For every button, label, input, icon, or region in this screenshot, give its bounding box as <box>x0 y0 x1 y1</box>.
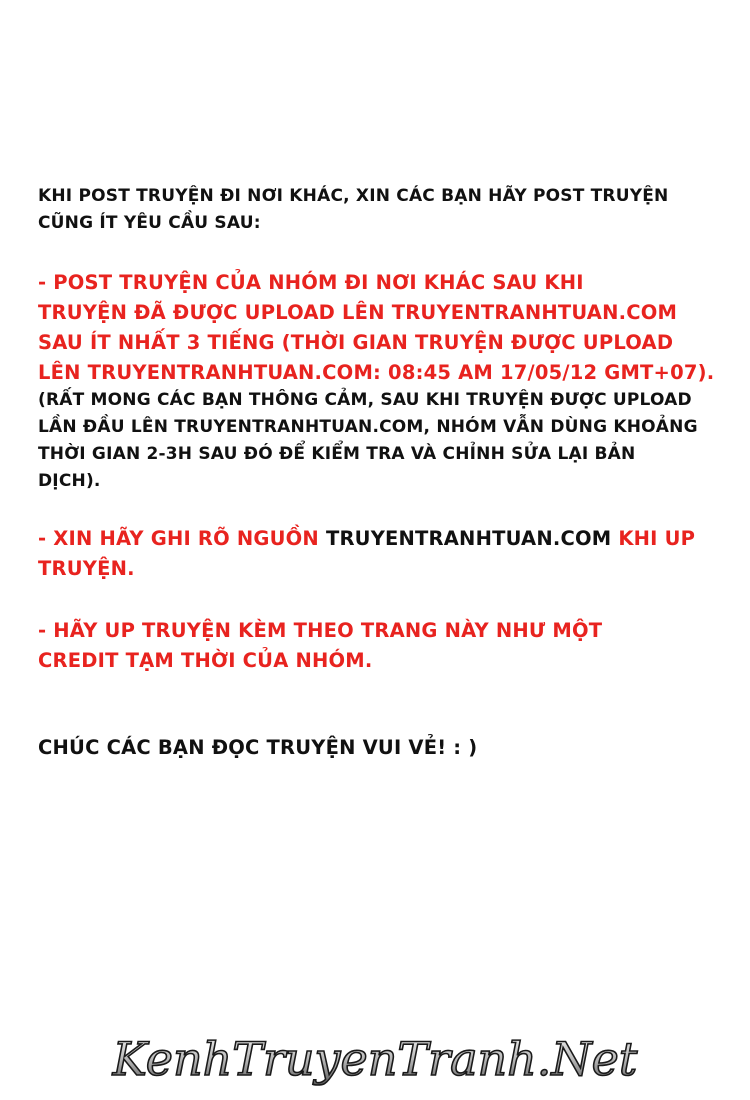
rule-1-paragraph <box>38 268 728 388</box>
intro-paragraph <box>38 183 728 237</box>
rule-1-line: - POST TRUYỆN CỦA NHÓM ĐI NƠI KHÁC SAU KHI <box>38 271 584 294</box>
rule-2-prefix: - XIN HÃY GHI RÕ NGUỒN <box>38 527 326 550</box>
rule-2-suffix: KHI UP <box>611 527 696 550</box>
rule-1-note <box>38 387 728 495</box>
closing-line: CHÚC CÁC BẠN ĐỌC TRUYỆN VUI VẺ! : ) <box>38 736 478 759</box>
rule-2-source: TRUYENTRANHTUAN.COM <box>325 527 612 550</box>
rule-1-note-line: (RẤT MONG CÁC BẠN THÔNG CẢM, SAU KHI TRUYỆN ĐƯỢC UPLOAD <box>38 390 692 410</box>
rule-3-line: - HÃY UP TRUYỆN KÈM THEO TRANG NÀY NHƯ MỘT <box>38 619 603 642</box>
rule-1-note-line: THỜI GIAN 2-3H SAU ĐÓ ĐỂ KIỂM TRA VÀ CHỈNH SỬA LẠI BẢN <box>38 444 636 464</box>
site-watermark <box>70 1025 680 1095</box>
rule-3-line: CREDIT TẠM THỜI CỦA NHÓM. <box>38 649 373 672</box>
rule-1-note-line: LẦN ĐẦU LÊN TRUYENTRANHTUAN.COM, NHÓM VẪN DÙNG KHOẢNG <box>38 417 698 437</box>
rule-1-line: SAU ÍT NHẤT 3 TIẾNG (THỜI GIAN TRUYỆN ĐƯỢC UPLOAD <box>38 331 674 354</box>
rule-2-paragraph <box>38 524 728 584</box>
intro-line: KHI POST TRUYỆN ĐI NƠI KHÁC, XIN CÁC BẠN HÃY POST TRUYỆN <box>38 186 669 206</box>
watermark-text: KenhTruyenTranh.Net <box>112 1032 638 1086</box>
closing-message <box>38 733 728 763</box>
intro-line: CŨNG ÍT YÊU CẦU SAU: <box>38 213 261 233</box>
rule-3-paragraph <box>38 616 728 676</box>
rule-1-line: LÊN TRUYENTRANHTUAN.COM: 08:45 AM 17/05/12 GMT+07). <box>38 361 715 384</box>
rule-1-note-line: DỊCH). <box>38 471 101 491</box>
rule-1-line: TRUYỆN ĐÃ ĐƯỢC UPLOAD LÊN TRUYENTRANHTUAN.COM <box>38 301 678 324</box>
rule-2-line-2: TRUYỆN. <box>38 557 135 580</box>
rule-2-line <box>38 524 728 554</box>
